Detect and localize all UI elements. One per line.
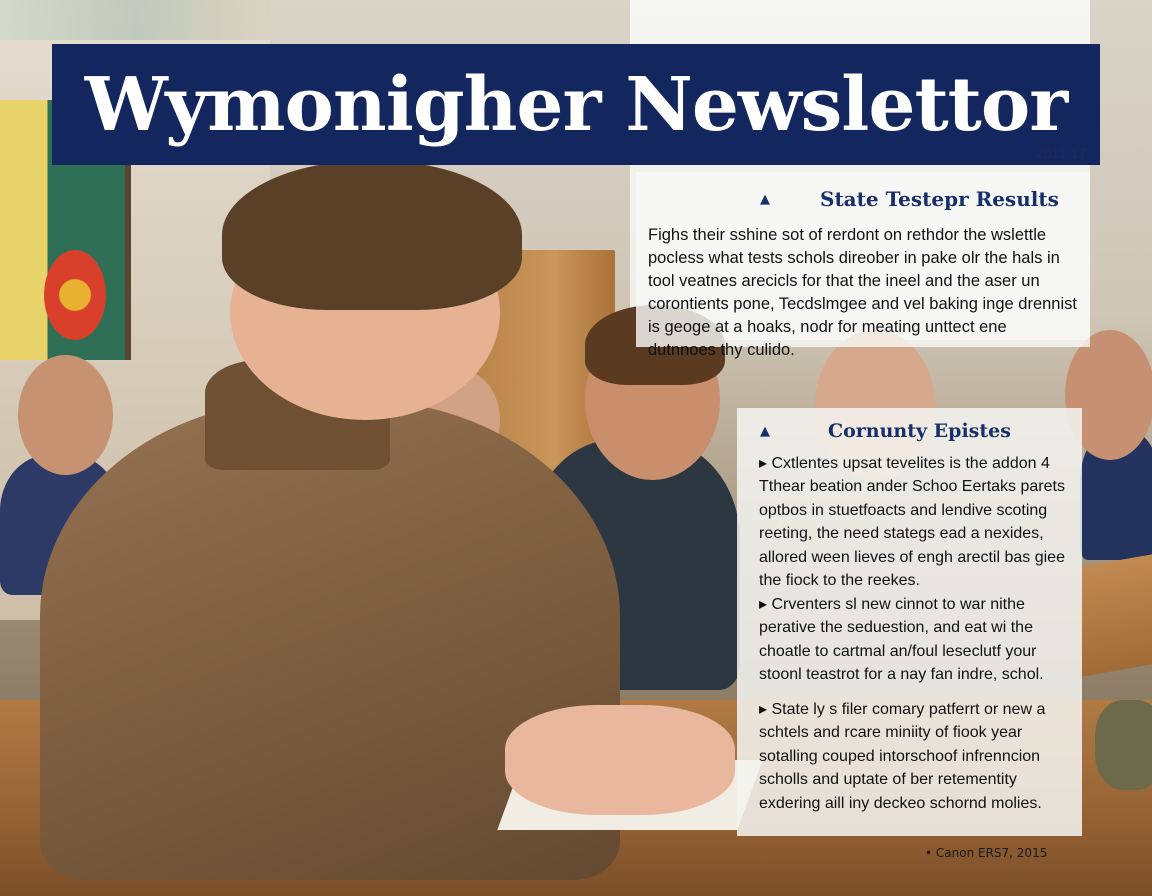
community-heading (760, 420, 1011, 442)
masthead-banner (52, 44, 1100, 165)
results-heading (760, 187, 1059, 211)
newsletter-title: Wymonigher Newslettor (84, 61, 1068, 148)
wall-map-poster (0, 0, 270, 40)
community-bullet: ▸ Crventers sl new cinnot to war nithe perative the seduestion, and eat wi the choatle to cartmal an/foul leseclutf your stoonl teastrot for a nay fan indre, schol. (759, 596, 1044, 684)
student-hair (222, 160, 522, 310)
community-bullet: ▸ State ly s filer comary patferrt or new a schtels and rcare miniity of fiook year sotalling couped intorschoof infrenncion scholls and uptate of ber retementity exdering aill iny deckeo schornd molies. (759, 701, 1046, 812)
community-bullet: ▸ Cxtlentes upsat tevelites is the addon 4 Tthear beation ander Schoo Eertaks parets optbos in stuetfoacts and lendive scoting reeting, the need stategs ead a nexides, allored ween lieves of engh arectil bas giee the fiock to the reekes. (759, 455, 1065, 590)
community-heading-text: Cornunty Epistes (828, 420, 1011, 442)
results-heading-text: State Testepr Results (820, 187, 1059, 211)
desk (1080, 553, 1152, 677)
student-head (18, 355, 113, 475)
photo-caption: • Canon ERS7, 2015 (925, 846, 1048, 860)
issue-date: 2011-17 (1036, 145, 1087, 161)
student-hand (505, 705, 735, 815)
results-body-text: Fighs their sshine sot of rerdont on rethdor the wslettle pocless what tests schols direober in pake olr the hals in tool veatnes arecicls for that the ineel and the aser un corontients pone, Tecdslmgee and vel baking inge drennist is geoge at a hoaks, nodr for meating unttect ene dutnnoes thy culido. (648, 226, 1077, 359)
triangle-up-icon: ▲ (760, 191, 770, 207)
triangle-up-icon: ▲ (760, 423, 770, 439)
wall-poster-graphic (44, 250, 106, 340)
backpack (1095, 700, 1152, 790)
